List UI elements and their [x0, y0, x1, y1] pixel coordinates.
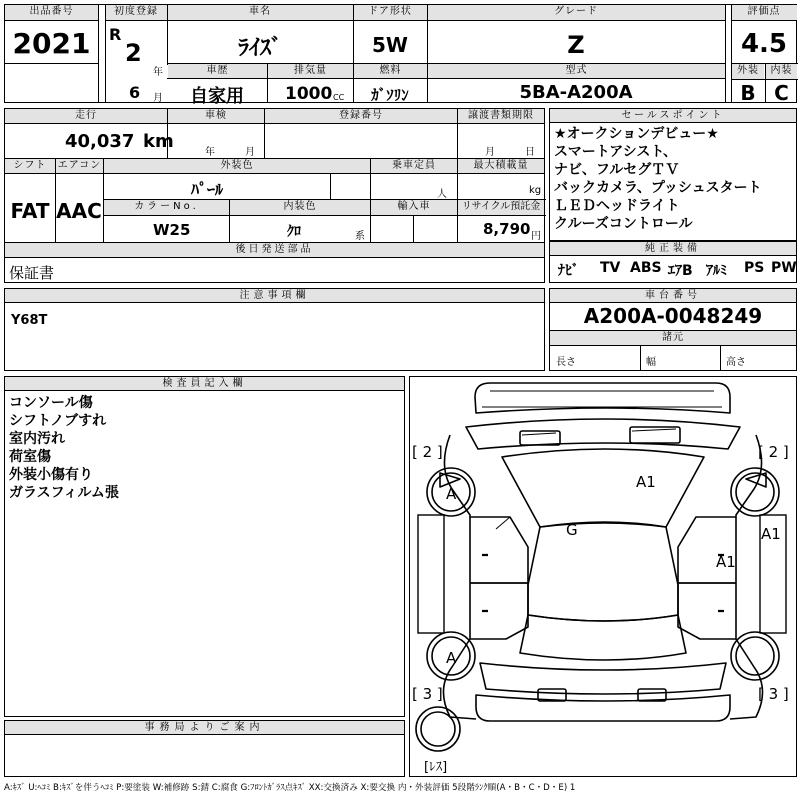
damage-diagram: [409, 376, 797, 777]
sales-line: クルーズコントロール: [554, 216, 693, 232]
load-unit: kg: [529, 185, 542, 196]
tire-rear-left-label: [ 3 ]: [412, 685, 443, 703]
inspector-line: 外装小傷有り: [9, 467, 93, 483]
fuel-label: 燃料: [354, 64, 427, 78]
reg-month: 6: [129, 83, 141, 102]
interior-color: ｸﾛ: [287, 224, 301, 240]
length-label: 長さ: [556, 357, 576, 368]
mileage-label: 走行: [5, 109, 167, 124]
disp-unit: CC: [333, 93, 345, 102]
inspector-line: 荷室傷: [9, 449, 51, 465]
equip-item: ｱﾙﾐ: [706, 263, 727, 279]
ac-label: エアコン: [57, 160, 102, 171]
transfer-deadline-label: 譲渡書類期限: [458, 109, 544, 124]
model-code: 5BA-A200A: [519, 82, 633, 103]
car-name: ﾗｲｽﾞ: [237, 36, 282, 61]
roof-damage: A1: [636, 473, 656, 491]
office-notice: [4, 720, 405, 777]
transfer-day-unit: 日: [525, 147, 535, 158]
car-name-label: 車名: [167, 5, 353, 21]
grade-label: グレード: [427, 5, 725, 21]
chassis-number: A200A-0048249: [583, 304, 763, 328]
inspector-line: ガラスフィルム張: [9, 485, 119, 501]
era: R: [109, 25, 122, 44]
sales-line: ＬＥＤヘッドライト: [554, 198, 680, 214]
damage-legend: A:ｷｽﾞ U:ﾍｺﾐ B:ｷｽﾞを伴うﾍｺﾐ P:要塗装 W:補修跡 S:錆 C:腐食 G:ﾌﾛﾝﾄｶﾞﾗｽ点ｷｽﾞ XX:交換済み X:要交換 内・外装評価 5段階ﾗﾝｸ順(A・B・C・D・E) 1: [4, 783, 576, 793]
inspector-line: シフトノブすれ: [9, 413, 107, 429]
inspector-remarks: [4, 376, 405, 717]
door-right-damage: A1: [716, 553, 736, 571]
tire-rear-right-label: [ 3 ]: [758, 685, 789, 703]
notes-text: Y68T: [11, 313, 48, 328]
inspector-line: 室内汚れ: [9, 431, 65, 447]
year-unit: 年: [153, 67, 163, 78]
interior-color-label: 内装色: [230, 200, 370, 215]
door-label: ドア形状: [353, 5, 427, 21]
inspector-line: コンソール傷: [9, 395, 93, 411]
width-label: 幅: [646, 357, 656, 368]
equipment-label: 純正装備: [550, 242, 796, 256]
standard-equipment: [549, 241, 797, 283]
sales-line: ナビ、フルセグＴＶ: [554, 162, 680, 178]
lot-number: 2021: [12, 27, 91, 60]
equip-item: PW: [771, 260, 797, 276]
spare-tire-label: [ﾚｽ]: [424, 760, 448, 775]
equip-item: ｴｱB: [668, 263, 693, 279]
displacement: 1000: [285, 84, 333, 104]
score-label: 評価点: [731, 5, 797, 21]
ext-label: 外装: [732, 64, 764, 79]
notes-box: [4, 288, 545, 371]
equip-item: ABS: [630, 260, 662, 276]
sales-line: バックカメラ、プッシュスタート: [554, 180, 762, 196]
chassis-label: 車台番号: [550, 289, 796, 303]
equip-item: TV: [600, 260, 621, 276]
inspection-label: 車検: [168, 109, 264, 124]
history: 自家用: [190, 86, 244, 107]
score: 4.5: [740, 29, 788, 59]
recycle-fee: 8,790: [483, 220, 531, 238]
spec-label: 諸元: [550, 331, 796, 345]
notes-label: 注意事項欄: [5, 289, 544, 303]
transfer-month-unit: 月: [485, 147, 495, 158]
wheel-front-left-damage: A: [446, 485, 457, 503]
door-type: 5W: [372, 33, 408, 57]
inspect-month-unit: 月: [245, 147, 255, 158]
capacity-label: 乗車定員: [371, 159, 457, 173]
displacement-label: 排気量: [268, 64, 353, 78]
vehicle-detail-table: [4, 108, 545, 283]
ac-type: AAC: [56, 199, 102, 223]
exterior-color-label: 外装色: [104, 159, 370, 173]
shift-label: シフト: [5, 159, 55, 173]
reg-number-label: 登録番号: [265, 109, 457, 124]
car-outline: [410, 377, 796, 776]
wheel-rear-left-damage: A: [446, 649, 457, 667]
tire-front-left-label: [ 2 ]: [412, 443, 443, 461]
history-label: 車歴: [168, 64, 267, 78]
sales-line: スマートアシスト、: [554, 144, 678, 160]
inspector-label: 検査員記入欄: [5, 377, 404, 391]
side-right-damage: A1: [761, 525, 781, 543]
max-load-label: 最大積載量: [458, 159, 544, 173]
sales-points-label: セールスポイント: [550, 109, 796, 123]
int-label: 内装: [766, 64, 797, 79]
color-number: W25: [153, 221, 191, 239]
lot-label: 出品番号: [5, 5, 98, 21]
first-reg-label: 初度登録: [105, 5, 167, 21]
height-label: 高さ: [726, 357, 746, 368]
inspect-year-unit: 年: [205, 147, 215, 158]
windshield-damage: G: [566, 521, 578, 539]
fuel: ｶﾞｿﾘﾝ: [371, 86, 409, 104]
chassis-box: [549, 288, 797, 371]
office-label: 事務局よりご案内: [5, 721, 404, 735]
color-no-label: カラーNo.: [104, 200, 229, 215]
equip-item: ﾅﾋﾞ: [558, 263, 579, 279]
interior-color-unit: 系: [355, 231, 365, 242]
sales-line: ★オークションデビュー★: [554, 126, 719, 142]
exterior-color: ﾊﾟｰﾙ: [191, 180, 224, 199]
mileage: 40,037: [65, 131, 135, 152]
recycle-label: リサイクル預託金: [458, 200, 544, 215]
model-label: 型式: [428, 64, 725, 78]
grade: Z: [567, 31, 585, 59]
sales-points: [549, 108, 797, 241]
shift-type: FAT: [10, 199, 50, 223]
reg-year: 2: [125, 39, 142, 67]
mileage-unit: km: [143, 131, 174, 152]
int-grade: C: [774, 81, 789, 105]
header-info-table: [4, 4, 797, 107]
capacity-unit: 人: [437, 189, 447, 200]
later-parts: 保証書: [9, 264, 55, 282]
import-label: 輸入車: [371, 200, 457, 215]
recycle-unit: 円: [531, 231, 541, 242]
month-unit: 月: [153, 93, 163, 104]
ext-grade: B: [740, 81, 756, 105]
equip-item: PS: [744, 260, 765, 276]
later-parts-label: 後日発送部品: [5, 243, 544, 257]
tire-front-right-label: [ 2 ]: [758, 443, 789, 461]
